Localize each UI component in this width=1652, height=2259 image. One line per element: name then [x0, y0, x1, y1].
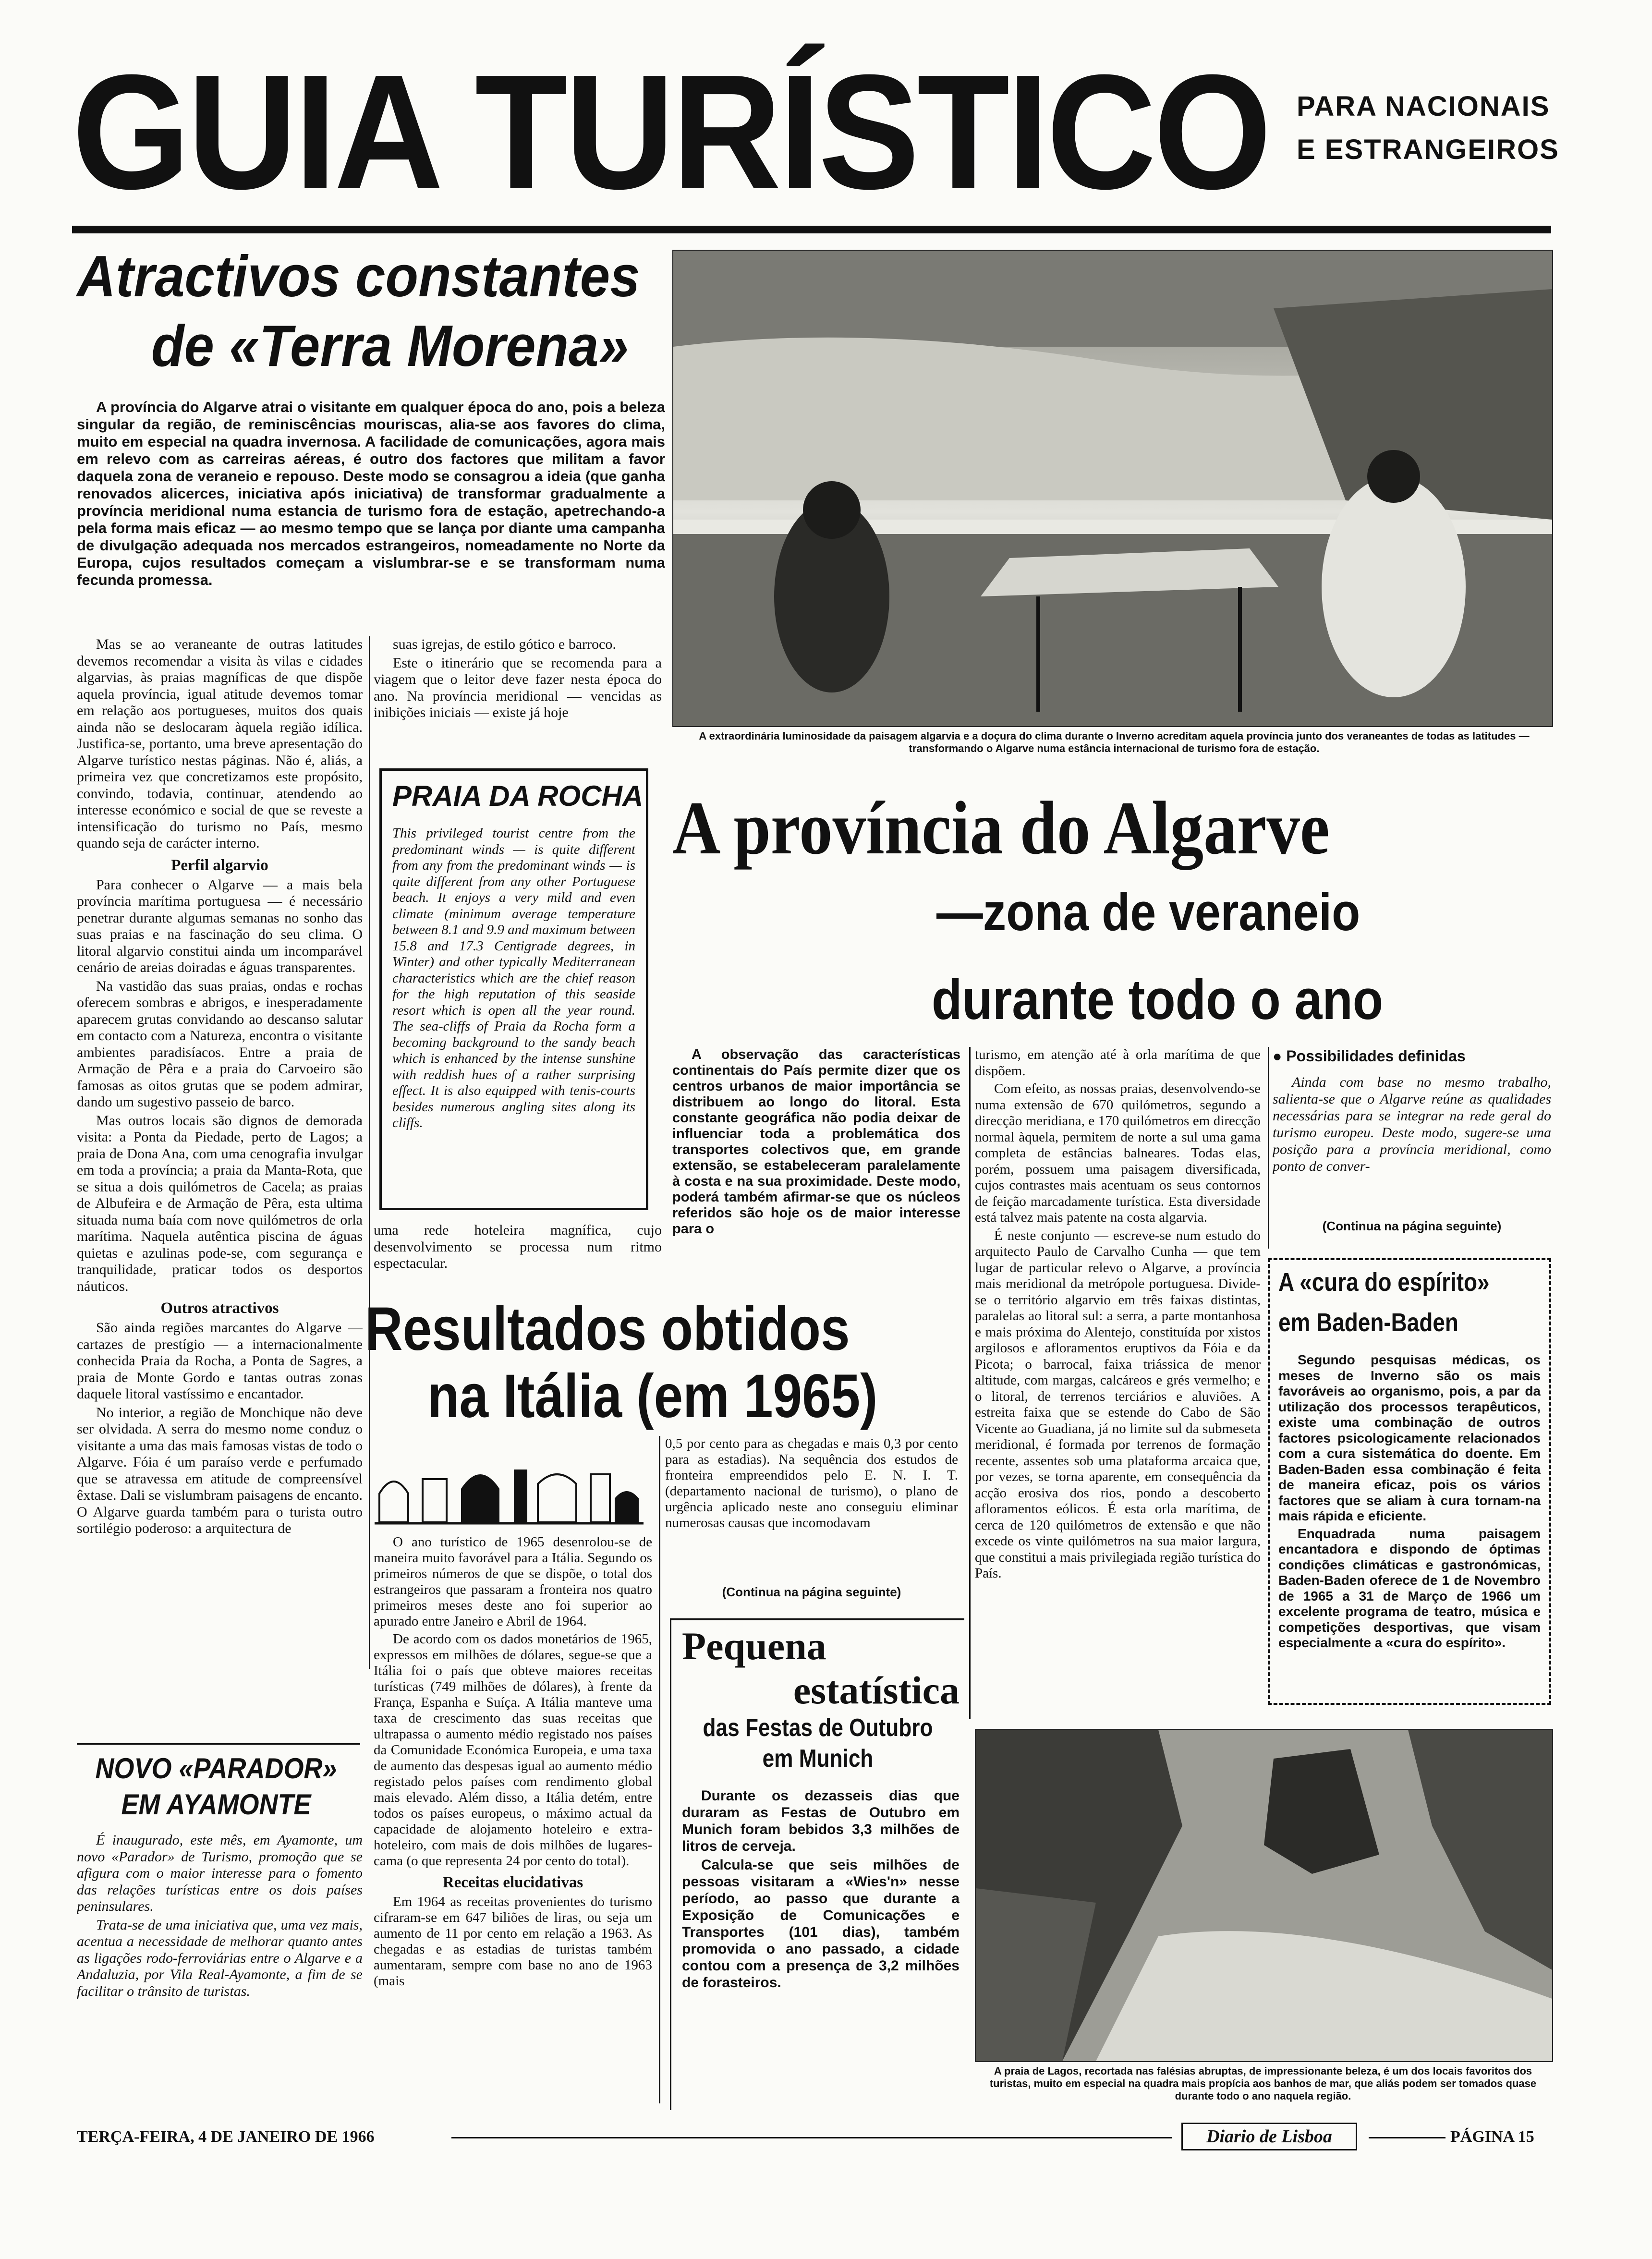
footer-newspaper-logo: Diario de Lisboa [1181, 2123, 1357, 2150]
parador-title-line2: EM AYAMONTE [121, 1788, 311, 1821]
resultados-headline-line1: Resultados obtidos [365, 1295, 850, 1363]
estatistica-body [682, 1787, 960, 2076]
resultados-column-2 [665, 1436, 958, 1575]
baden-box [1268, 1258, 1551, 1705]
main-col1-p1: Mas se ao veraneante de outras latitudes devemos recomendar a visita às vilas e cidades algarvias, às praias magníficas de que dispõe aquela província, igual atitude devemos tomar em relação aos portugueses, muitos dos quais ainda não se deslocaram àquela região idílica. Justifica-se, portanto, uma breve apresentação do Algarve turístico nestas páginas. Não é, aliás, a primeira vez que concretizamos este propósito, convindo, todavia, continuar, atendendo ao interesse económico e social de que se reveste a intensificação do turismo no País, mesmo quando seja de carácter interno. [77, 636, 363, 851]
column-divider-4 [659, 1436, 660, 2103]
resultados-column-1 [374, 1534, 652, 2106]
main-headline-line1: Atractivos constantes [77, 243, 640, 309]
estatistica-p2: Calcula-se que seis milhões de pessoas visitaram a «Wies'n» nesse período, ao passo que durante a Exposição de Comunicações e Transportes (101 dias), também promovida o ano passado, a cidade contou com a presença de 3,2 milhões de forasteiros. [682, 1857, 960, 1991]
parador-rule [77, 1743, 360, 1745]
subhead-receitas: Receitas elucidativas [442, 1874, 583, 1891]
main-headline-line2: de «Terra Morena» [151, 313, 629, 378]
praia-da-rocha-box [379, 768, 648, 1210]
algarve-subheadline-1: —zona de veraneio [936, 883, 1360, 942]
main-col1-p4: Mas outros locais são dignos de demorada visita: a Ponta da Piedade, perto de Lagos; a praia de Dona Ana, com uma cenografia invulgar em toda a província; a praia da Manta-Rota, que se situa a dois quilómetros de Cacela; as praias de Albufeira e de Armação de Pêra, esta ultima situada numa baía com nove quilómetros de orla marítima. Naquela autêntica piscina de águas quietas e azulinas pode-se, com segurança e tranquilidade, praticar todos os desportos náuticos. [77, 1112, 363, 1294]
column-divider-2 [969, 1047, 971, 1719]
algarve-column-2 [975, 1047, 1261, 1717]
praia-box-title: PRAIA DA ROCHA [392, 780, 644, 812]
footer-rule-right [1369, 2137, 1446, 2138]
baden-title-line2: em Baden-Baden [1278, 1308, 1458, 1337]
main-col2-top: suas igrejas, de estilo gótico e barroco. [393, 636, 616, 652]
resultados-col1-p1: O ano turístico de 1965 desenrolou-se de maneira muito favorável para a Itália. Segundo os primeiros números de que se dispõe, o total dos estrangeiros que passaram a fronteira nos quatro primeiros meses deste ano foi superior ao apurado entre Janeiro e Abril de 1964. [374, 1534, 652, 1629]
estatistica-box [670, 1618, 964, 2110]
main-col1-p6: No interior, a região de Monchique não deve ser olvidada. A serra do mesmo nome conduz o visitante a uma das mais famosas vistas de todo o Algarve. Fóia é um paraíso verde e perfumado que se atravessa em atitude de compreensível êxtase. Dali se vislumbram paisagens de encanto. O Algarve guarda também para o turista outro sortilégio poderoso: a arquitectura de [77, 1404, 363, 1536]
estatistica-title-line2: estatística [793, 1668, 960, 1712]
skyline-icon [375, 1450, 644, 1527]
bottom-photo-caption: A praia de Lagos, recortada nas falésias abruptas, de impressionante beleza, é um dos locais favoritos dos turistas, muito em especial na quadra mais propícia aos banhos de mar, que aliás podem ser tomados quase durante todo o ano naquela região. [989, 2065, 1537, 2102]
estatistica-title-line4: em Munich [762, 1745, 874, 1773]
column-divider-3 [1268, 1047, 1269, 1249]
estatistica-p1: Durante os dezasseis dias que duraram as Festas de Outubro em Munich foram bebidos 3,3 milhões de litros de cerveja. [682, 1788, 960, 1854]
resultados-col2-text: 0,5 por cento para as chegadas e mais 0,3 por cento para as estadias). Na sequência dos estudos de fronteira empreendidos pelo E. N. I. T. (departamento nacional de turismo), o plano de urgência aplicado neste ano conseguiu eliminar numerosas causas que incomodavam [665, 1436, 958, 1530]
algarve-col1-text: A observação das características continentais do País permite dizer que os centros urbanos de maior importância se distribuem ao longo do litoral. Esta constante geográfica não podia deixar de influenciar toda a problemática dos transportes colectivos que, em grande extensão, se estabeleceram paralelamente à costa e na sua proximidade. Deste modo, poderá também afirmar-se que os núcleos referidos são hoje os de maior interesse para o [672, 1047, 960, 1237]
parador-p1: É inaugurado, este mês, em Ayamonte, um novo «Parador» de Turismo, promoção que se afigura com o maior interesse para o fomento das relações turísticas entre os dois países peninsulares. [77, 1832, 363, 1914]
main-col2-p2: Este o itinerário que se recomenda para a viagem que o leitor deve fazer nesta época do ano. Na província meridional — vencidas as inibições iniciais — existe já hoje [374, 655, 662, 720]
main-column-2-top [374, 636, 662, 762]
subhead-perfil: Perfil algarvio [171, 856, 268, 874]
estatistica-title-line3: das Festas de Outubro [703, 1714, 933, 1742]
masthead-subtitle-1: PARA NACIONAIS [1297, 91, 1550, 122]
baden-p2: Enquadrada numa paisagem encantadora e dispondo de óptimas condições climáticas e gastronómicas, Baden-Baden oferece de 1 de Novembro de 1965 a 31 de Março de 1966 um excelente programa de teatro, música e competições desportivas, que visam especialmente a «cura do espírito». [1278, 1526, 1541, 1650]
footer-rule-left [451, 2137, 1172, 2138]
main-column-2-bottom [374, 1222, 662, 1275]
algarve-subheadline-2: durante todo o ano [932, 968, 1384, 1032]
algarve-col3-text: Ainda com base no mesmo trabalho, salienta-se que o Algarve reúne as qualidades necessárias para se integrar na rede geral do turismo europeu. Deste modo, sugere-se uma posição para a província meridional, como ponto de conver- [1273, 1074, 1551, 1174]
terrace-illustration [673, 251, 1552, 726]
possibilidades-subhead-text: Possibilidades definidas [1286, 1047, 1466, 1065]
baden-p1: Segundo pesquisas médicas, os meses de Inverno são os mais favoráveis ao organismo, pois, a par da utilização dos processos terapêuticos, existe uma combinação de outros factores psicologicamente relacionados com a cura sistemática do doente. Em Baden-Baden essa combinação é feita de maneira eficaz, pois os vários factores que se aliam à cura tornam-na mais rápida e eficiente. [1278, 1352, 1541, 1523]
praia-box-text: This privileged tourist centre from the predominant winds — is quite different from any from the predominant winds — is quite different from any other Portuguese beach. It enjoys a very mild and even climate (minimum average temperature between 8.1 and 9.9 and maximum between 15.8 and 17.3 Centigrade degrees, in Winter) and other typically Mediterranean characteristics which are the chief reason for the high reputation of this seaside resort which is open all the year round. The sea-cliffs of Praia da Rocha form a becoming background to the sandy beach which is enhanced by the intense sunshine with reddish hues of a rather surprising effect. It is also equipped with tenis-courts besides numerous angling sites along its cliffs. [392, 826, 635, 1130]
algarve-col2-p1: turismo, em atenção até à orla marítima de que dispõem. [975, 1047, 1261, 1079]
bottom-photo-lagos [975, 1729, 1553, 2062]
main-col1-p5: São ainda regiões marcantes do Algarve — cartazes de prestígio — a internacionalmente conhecida Praia da Rocha, a Ponta de Sagres, a praia de Monte Gordo e tantas outras zonas daquele litoral vastíssimo e encantador. [77, 1320, 363, 1402]
estatistica-title-line1: Pequena [682, 1624, 826, 1668]
algarve-col2-p3: É neste conjunto — escreve-se num estudo do arquitecto Paulo de Carvalho Cunha — que tem lugar de particular relevo o Algarve, a província mais meridional da metrópole portuguesa. Divide-se o território algarvio em três faixas distintas, paralelas ao litoral sul: a serra, a parte montanhosa e mais próxima do Alentejo, constituída por xistos argilosos e afloramentos eruptivos da Fóia e da Picota; o barrocal, faixa triássica de menor altitude, com margas, calcáreos e grés vermelho; e o litoral, de terrenos terciários e aluviões. A estreita faixa que se estende do Cabo de São Vicente ao Guadiana, já no limite sul da submeseta meridional, é formada por terrenos de formação recente, assentes sob uma plataforma arcaica que, por vezes, se torna aparente, em consequência da acção erosiva dos rios, pondo a descoberto afloramentos eólicos. É esta orla marítima, de cerca de 120 quilómetros de extensão e que não excede os vinte quilómetros na sua maior largura, que constitui a mais privilegiada região turística do País. [975, 1227, 1261, 1581]
subhead-outros: Outros atractivos [160, 1300, 279, 1317]
baden-title-line1: A «cura do espírito» [1278, 1268, 1490, 1297]
parador-p2: Trata-se de uma iniciativa que, uma vez mais, acentua a necessidade de melhorar quanto antes as ligações rodo-ferroviárias entre o Algarve e a Andaluzia, por Vila Real-Ayamonte, a fim de se facilitar o trânsito de turistas. [77, 1917, 363, 1999]
resultados-col1-p2: De acordo com os dados monetários de 1965, expressos em milhões de dólares, segue-se que a Itália foi o país que obteve maiores receitas turísticas (749 milhões de dólares), à frente da França, Espanha e Suíça. A Itália manteve uma taxa de crescimento das suas receitas que ultrapassa o aumento médio registado nos países da Comunidade Económica Europeia, e uma taxa de aumento das despesas igual ao aumento médio registado pelos países com rendimento global mais elevado. Além disso, a Itália detém, entre todos os países europeus, o máximo actual da capacidade de alojamento hoteleiro e extra-hoteleiro, com mais de dois milhões de lugares-cama (o que representa 24 por cento do total). [374, 1631, 652, 1869]
bullet-icon: ● [1273, 1047, 1287, 1065]
algarve-continua: (Continua na página seguinte) [1322, 1219, 1502, 1233]
footer-page-number: PÁGINA 15 [1450, 2128, 1534, 2146]
main-col1-p3: Na vastidão das suas praias, ondas e rochas oferecem sombras e abrigos, e inesperadamente aparecem grutas convidando ao descanso salutar em contacto com a Natureza, encontra o visitante ambientes paradisíacos. Entre a praia de Armação de Pêra e a praia do Carvoeiro são famosas as oitos grutas que se podem admirar, dando um sugestivo passeio de barco. [77, 978, 363, 1110]
footer-date: TERÇA-FEIRA, 4 DE JANEIRO DE 1966 [77, 2128, 375, 2146]
main-column-1 [77, 636, 363, 1659]
algarve-column-1 [672, 1047, 960, 1273]
algarve-col2-p2: Com efeito, as nossas praias, desenvolvendo-se numa extensão de 670 quilómetros, segundo a direcção meridiana, e 170 quilómetros em direcção normal àquela, permitem de norte a sul uma gama completa de estâncias balneares. Todas elas, porém, possuem uma paisagem diversificada, cujos contrastes mais acentuam os seus contornos de feição marcadamente turística. Esta diversidade está talvez mais patente na costa algarvia. [975, 1081, 1261, 1225]
masthead-title: GUIA TURÍSTICO [72, 41, 1269, 223]
main-lead-text: A província do Algarve atrai o visitante em qualquer época do ano, pois a beleza singular da região, de reminiscências mouriscas, alia-se aos favores do clima, muito em especial na quadra invernosa. A facilidade de comunicações, agora mais em relevo com as carreiras aéreas, é outro dos factores que militam a favor daquela zona de veraneio e repouso. Deste modo se consagrou a ideia (que ganha renovados alicerces, iniciativa após iniciativa) de transformar gradualmente a província meridional numa estancia de turismo fora de estação, apetrechando-a pela forma mais eficaz — ao mesmo tempo que se lança por diante uma campanha de divulgação adequada nos mercados estrangeiros, nomeadamente no Norte da Europa, cujos resultados começam a vislumbrar-se e se transformam numa fecunda promessa. [77, 399, 665, 588]
column-divider-1 [369, 636, 370, 1669]
resultados-continua: (Continua na página seguinte) [722, 1585, 901, 1599]
possibilidades-subhead [1273, 1047, 1551, 1065]
algarve-headline: A província do Algarve [672, 786, 1330, 870]
resultados-headline-line2: na Itália (em 1965) [427, 1362, 878, 1431]
main-col1-p2: Para conhecer o Algarve — a mais bela província marítima portuguesa — é necessário penetrar durante algumas semanas no sonho das suas praias e na fascinação do seu clima. O litoral algarvio constitui ainda um incomparável cenário de areias doiradas e águas transparentes. [77, 876, 363, 975]
masthead-rule [72, 226, 1551, 233]
main-lead [77, 399, 665, 629]
main-col2-bottom: uma rede hoteleira magnífica, cujo desenvolvimento se processa num ritmo espectacular. [374, 1222, 662, 1271]
top-photo-terrace [672, 250, 1553, 727]
baden-body [1278, 1352, 1541, 1688]
italy-skyline-illustration [375, 1450, 644, 1527]
parador-body [77, 1832, 363, 2101]
parador-title-line1: NOVO «PARADOR» [95, 1752, 337, 1785]
top-photo-caption: A extraordinária luminosidade da paisagem algarvia e a doçura do clima durante o Inverno acreditam aquela província junto dos veraneantes de todas as latitudes — transformando o Algarve numa estância internacional de turismo fora de estação. [699, 730, 1530, 754]
masthead-subtitle-2: E ESTRANGEIROS [1297, 134, 1559, 165]
algarve-column-3 [1273, 1047, 1551, 1249]
resultados-col1-p3: Em 1964 as receitas provenientes do turismo cifraram-se em 647 biliões de liras, ou seja um aumento de 11 por cento em relação a 1963. As chegadas e as estadias de turistas também aumentaram, sempre com base no ano de 1963 (mais [374, 1894, 652, 1989]
cliffs-illustration [976, 1730, 1552, 2061]
